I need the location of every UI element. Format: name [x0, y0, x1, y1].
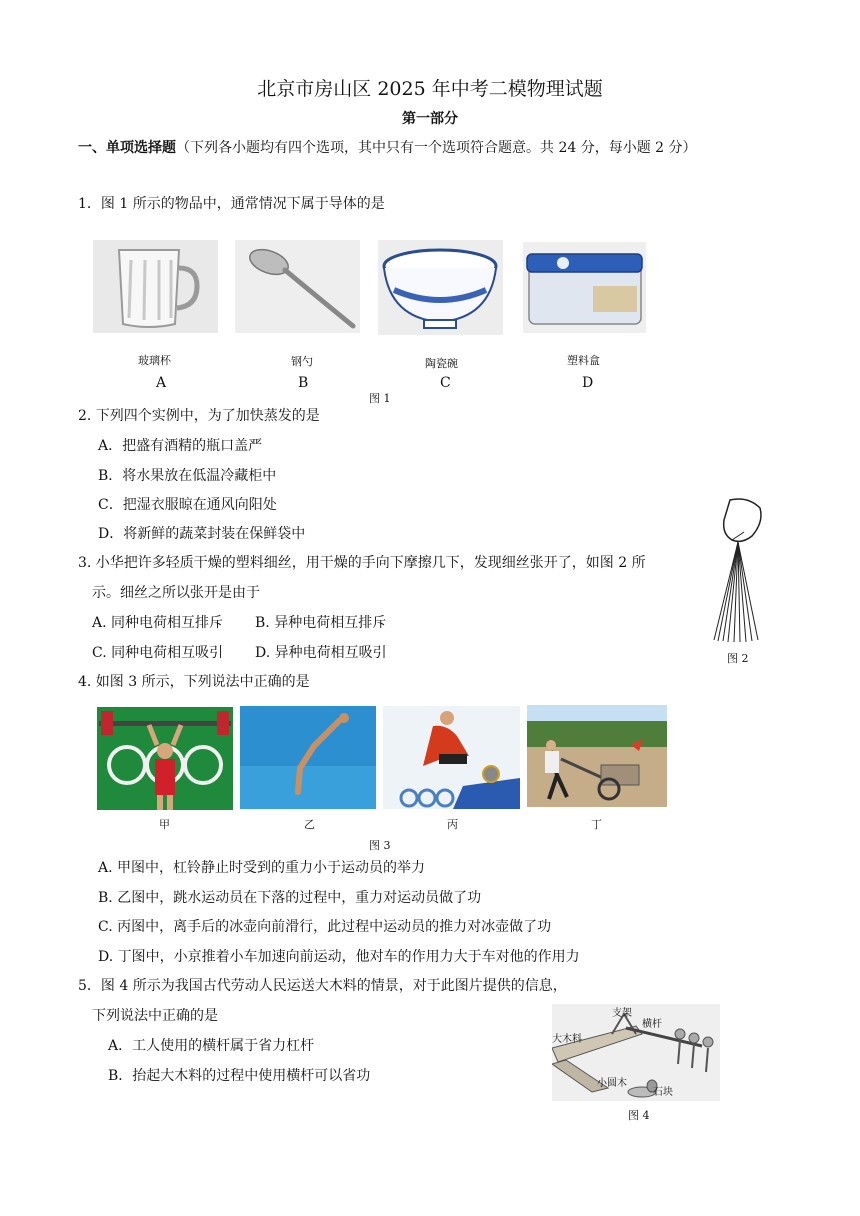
q2-option: C．把湿衣服晾在通风向阳处	[98, 497, 277, 513]
q2-stem: 2. 下列四个实例中，为了加快蒸发的是	[78, 408, 320, 424]
ceramic-bowl-image	[378, 240, 503, 335]
q4-option: D. 丁图中，小京推着小车加速向前运动，他对车的作用力大于车对他的作用力	[98, 949, 580, 965]
figure-3-caption: 图 3	[369, 839, 391, 852]
fig4-label-stone: 石块	[653, 1087, 673, 1098]
fig4-label-log: 小圆木	[597, 1078, 627, 1089]
section-note: （下列各小题均有四个选项，其中只有一个选项符合题意。共 24 分，每小题 2 分）	[176, 140, 697, 156]
q5-stem-line2: 下列说法中正确的是	[92, 1008, 218, 1024]
section-heading	[78, 138, 697, 158]
q1-item-letter: B	[298, 375, 309, 391]
cart-pushing-photo	[527, 705, 667, 807]
q3-option-b: B. 异种电荷相互排斥	[255, 615, 387, 631]
fig4-label-bracket: 支架	[612, 1008, 632, 1019]
hand-with-strands-figure	[708, 496, 770, 644]
fig4-label-timber: 大木料	[552, 1034, 582, 1045]
q1-item-letter: C	[440, 375, 451, 391]
q5-stem-line1: 5．图 4 所示为我国古代劳动人民运送大木料的情景，对于此图片提供的信息，	[78, 978, 567, 994]
q1-item-letter: A	[156, 375, 167, 391]
q3-option-c: C. 同种电荷相互吸引	[92, 645, 224, 661]
q1-item-letter: D	[582, 375, 594, 391]
glass-mug-image	[93, 240, 218, 333]
figure-1-caption: 图 1	[369, 392, 391, 405]
q3-option-a: A. 同种电荷相互排斥	[92, 615, 224, 631]
section-title: 一、单项选择题	[78, 140, 176, 156]
q4-figure-label: 乙	[304, 818, 315, 831]
q5-option-a: A．工人使用的横杆属于省力杠杆	[108, 1038, 315, 1054]
q4-figure-label: 丁	[591, 818, 602, 831]
q4-option: C. 丙图中，离手后的冰壶向前滑行，此过程中运动员的推力对冰壶做了功	[98, 919, 552, 935]
q3-stem-line1: 3. 小华把许多轻质干燥的塑料细丝，用干燥的手向下摩擦几下，发现细丝张开了，如图 2 所	[78, 555, 646, 571]
fig4-label-lever: 横杆	[642, 1019, 662, 1030]
q4-option: B. 乙图中，跳水运动员在下落的过程中，重力对运动员做了功	[98, 890, 482, 906]
weightlifter-photo	[97, 707, 233, 810]
q1-item-name: 塑料盒	[567, 354, 600, 367]
q5-option-b: B．抬起大木料的过程中使用横杆可以省功	[108, 1068, 371, 1084]
figure-2-caption: 图 2	[727, 652, 749, 665]
page-title: 北京市房山区 2025 年中考二模物理试题	[257, 78, 603, 100]
part-heading: 第一部分	[402, 111, 458, 127]
q1-stem: 1．图 1 所示的物品中，通常情况下属于导体的是	[78, 196, 385, 212]
figure-4-caption: 图 4	[628, 1109, 650, 1122]
q4-option: A. 甲图中，杠铃静止时受到的重力小于运动员的举力	[98, 860, 426, 876]
ancient-lever-figure	[552, 1004, 720, 1101]
plastic-box-image	[523, 242, 646, 333]
q4-figure-label: 甲	[159, 818, 170, 831]
q2-option: B．将水果放在低温冷藏柜中	[98, 468, 277, 484]
curling-photo	[383, 706, 520, 809]
q2-option: D．将新鲜的蔬菜封装在保鲜袋中	[98, 526, 306, 542]
q3-stem-line2: 示。细丝之所以张开是由于	[92, 585, 260, 601]
q2-option: A．把盛有酒精的瓶口盖严	[98, 438, 263, 454]
q4-figure-label: 丙	[447, 818, 458, 831]
q3-option-d: D. 异种电荷相互吸引	[255, 645, 387, 661]
q1-item-name: 钢勺	[291, 355, 313, 368]
q1-item-name: 陶瓷碗	[425, 357, 458, 370]
q4-stem: 4. 如图 3 所示，下列说法中正确的是	[78, 674, 310, 690]
q1-item-name: 玻璃杯	[138, 354, 171, 367]
steel-spoon-image	[235, 240, 360, 333]
diver-photo	[240, 706, 376, 809]
